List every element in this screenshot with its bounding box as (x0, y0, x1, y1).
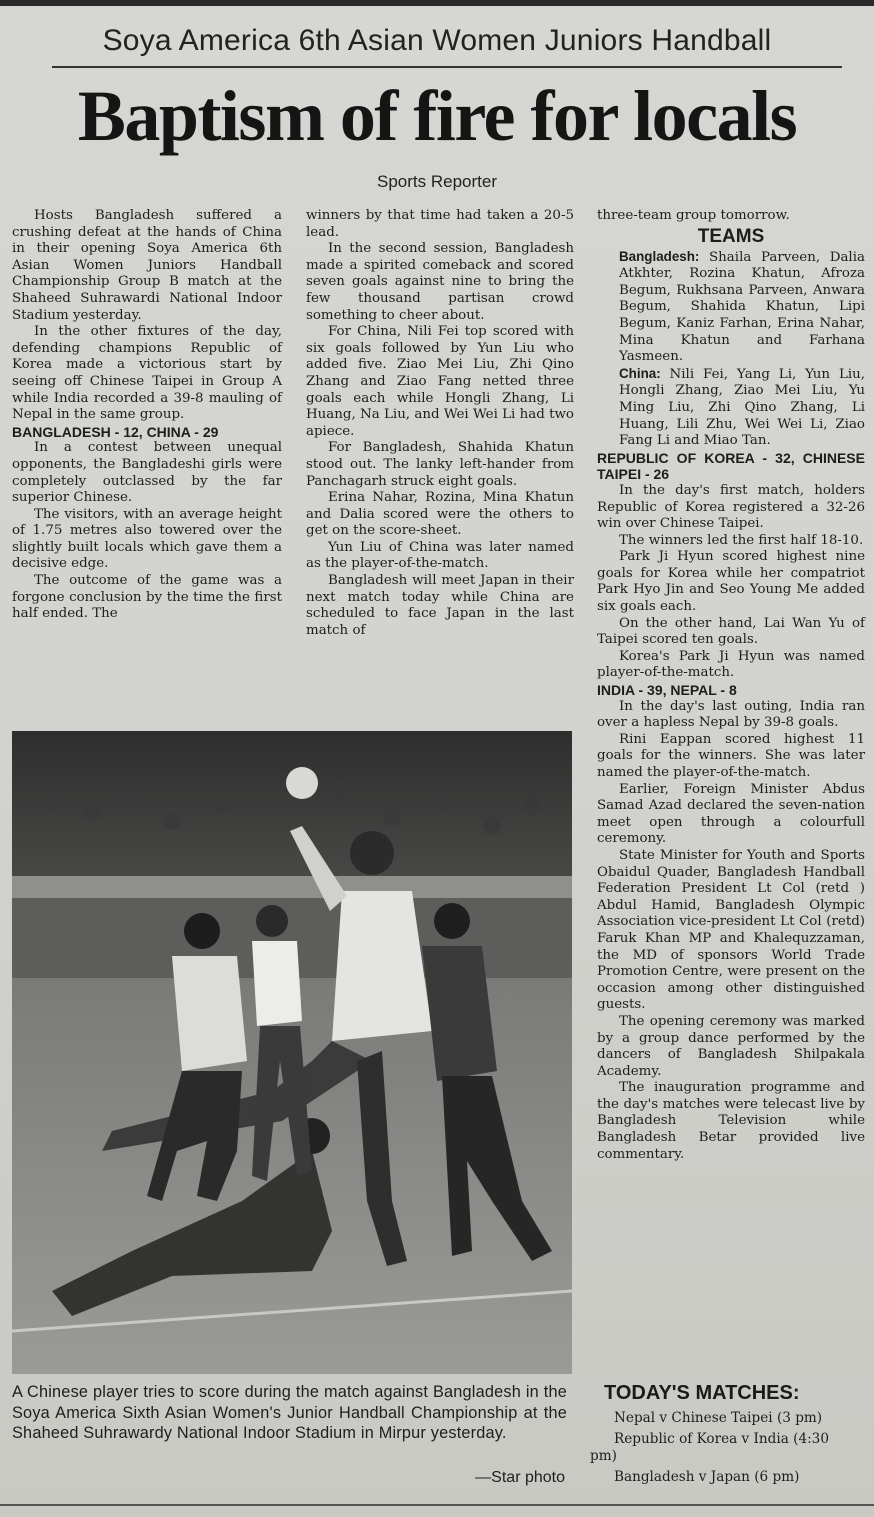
paragraph: Earlier, Foreign Minister Abdus Samad Azad declared the seven-nation meet open through a colourfull ceremony. (597, 781, 865, 847)
paragraph: Erina Nahar, Rozina, Mina Khatun and Dalia scored were the others to get on the score-sheet. (306, 490, 574, 539)
match-item: Bangladesh v Japan (6 pm) (614, 1469, 800, 1485)
team-players: Shaila Parveen, Dalia Atkhter, Rozina Khatun, Afroza Begum, Rukhsana Parveen, Anwara Begum, Shahida Khatun, Lipi Begum, Kaniz Farhan, Erina Nahar, Mina Khatun and Farhana Yasmeen. (619, 249, 865, 365)
paragraph: three-team group tomorrow. (597, 208, 790, 223)
paragraph: Bangladesh will meet Japan in their next match today while China are scheduled to face Japan in the last match of (306, 573, 574, 638)
paragraph: winners by that time had taken a 20-5 lead. (306, 208, 574, 240)
paragraph: The opening ceremony was marked by a group dance performed by the dancers of Bangladesh Shilpakala Academy. (597, 1013, 865, 1079)
paragraph: The winners led the first half 18-10. (619, 532, 864, 548)
paragraph: Park Ji Hyun scored highest nine goals for Korea while her compatriot Park Hyo Jin and Seo Young Me added six goals each. (597, 549, 865, 615)
advertising-board (12, 876, 572, 898)
paragraph: Rini Eappan scored highest 11 goals for the winners. She was later named the player-of-the-match. (597, 731, 865, 780)
team-label: China: (619, 365, 661, 381)
photo-credit: —Star photo (475, 1469, 565, 1486)
article-column-1 (12, 208, 282, 623)
match-item: Republic of Korea v India (4:30 pm) (590, 1431, 829, 1464)
paragraph: In the day's last outing, India ran over a hapless Nepal by 39-8 goals. (597, 698, 865, 731)
team-players: Nili Fei, Yang Li, Yun Liu, Hongli Zhang, Ziao Mei Liu, Yu Ming Liu, Zhi Qino Zhang, Li Huang, Lili Zhu, Wei Wei Li, Ziao Fang Li and Miao Tan. (619, 366, 865, 449)
article-column-3 (597, 208, 865, 1163)
paragraph: The inauguration programme and the day's matches were telecast live by Bangladesh Television while Bangladesh Betar provided live commentary. (597, 1080, 865, 1162)
photo-caption: A Chinese player tries to score during the match against Bangladesh in the Soya America Sixth Asian Women's Junior Handball Championship at the Shaheed Suhrawardy National Indoor Stadium in Mirpur yesterday. (12, 1383, 567, 1442)
top-rule (0, 0, 874, 6)
team-list-bangladesh (597, 249, 865, 366)
byline: Sports Reporter (377, 172, 497, 191)
match-item: Nepal v Chinese Taipei (3 pm) (614, 1410, 823, 1426)
paragraph: For Bangladesh, Shahida Khatun stood out. The lanky left-hander from Panchagarh struck eight goals. (306, 440, 574, 489)
subhead: BANGLADESH - 12, CHINA - 29 (12, 423, 219, 440)
paragraph: In the other fixtures of the day, defending champions Republic of Korea made a victorious start by seeing off Chinese Taipei in Group A while India recorded a 39-8 mauling of Nepal in the same group. (12, 324, 282, 423)
paragraph: On the other hand, Lai Wan Yu of Taipei scored ten goals. (597, 615, 865, 648)
team-list-china (597, 366, 865, 450)
match-photo (12, 731, 572, 1374)
team-label: Bangladesh: (619, 248, 700, 264)
todays-matches-heading: TODAY'S MATCHES: (604, 1382, 800, 1404)
kicker: Soya America 6th Asian Women Juniors Handball (102, 24, 772, 57)
paragraph: In the second session, Bangladesh made a spirited comeback and scored seven goals against nine to bring the few thousand partisan crowd something to cheer about. (306, 241, 574, 323)
paragraph: In the day's first match, holders Republic of Korea registered a 32-26 win over Chinese Taipei. (597, 482, 865, 532)
paragraph: State Minister for Youth and Sports Obaidul Quader, Bangladesh Handball Federation President Lt Col (retd ) Abdul Hamid, Bangladesh Olympic Association vice-president Lt Col (retd) Faruk Khan MP and Khalequzzaman, the MD of sponsors World Trade Promotion Centre, were present on the occasion among other distinguished guests. (597, 847, 865, 1013)
paragraph: For China, Nili Fei top scored with six goals followed by Yun Liu who added five. Ziao Mei Liu, Zhi Qino Zhang and Ziao Fang netted three goals each while Hongli Zhang, Li Huang, Na Liu, and Wei Wei Li had two apiece. (306, 324, 574, 439)
paragraph: The visitors, with an average height of 1.75 metres also towered over the slightly built locals which gave them a decisive edge. (12, 506, 282, 572)
subhead: INDIA - 39, NEPAL - 8 (597, 682, 737, 699)
paragraph: Hosts Bangladesh suffered a crushing defeat at the hands of China in their opening Soya America 6th Asian Women Juniors Handball Championship Group B match at the Shaheed Suhrawardi National Indoor Stadium yesterday. (12, 208, 282, 323)
paragraph: Yun Liu of China was later named as the player-of-the-match. (306, 539, 574, 572)
teams-heading: TEAMS (697, 225, 765, 247)
paragraph: In a contest between unequal opponents, the Bangladeshi girls were completely outclassed by the far superior Chinese. (12, 440, 282, 506)
subhead: REPUBLIC OF KOREA - 32, CHINESE TAIPEI - 26 (597, 449, 865, 483)
handball (286, 767, 318, 799)
paragraph: The outcome of the game was a forgone conclusion by the time the first half ended. The (12, 573, 282, 622)
todays-matches-list (590, 1410, 860, 1490)
bottom-rule (0, 1504, 874, 1506)
article-column-2 (306, 208, 574, 639)
paragraph: Korea's Park Ji Hyun was named player-of-the-match. (597, 648, 865, 681)
photo-illustration (12, 731, 572, 1374)
headline: Baptism of fire for locals (77, 76, 797, 156)
